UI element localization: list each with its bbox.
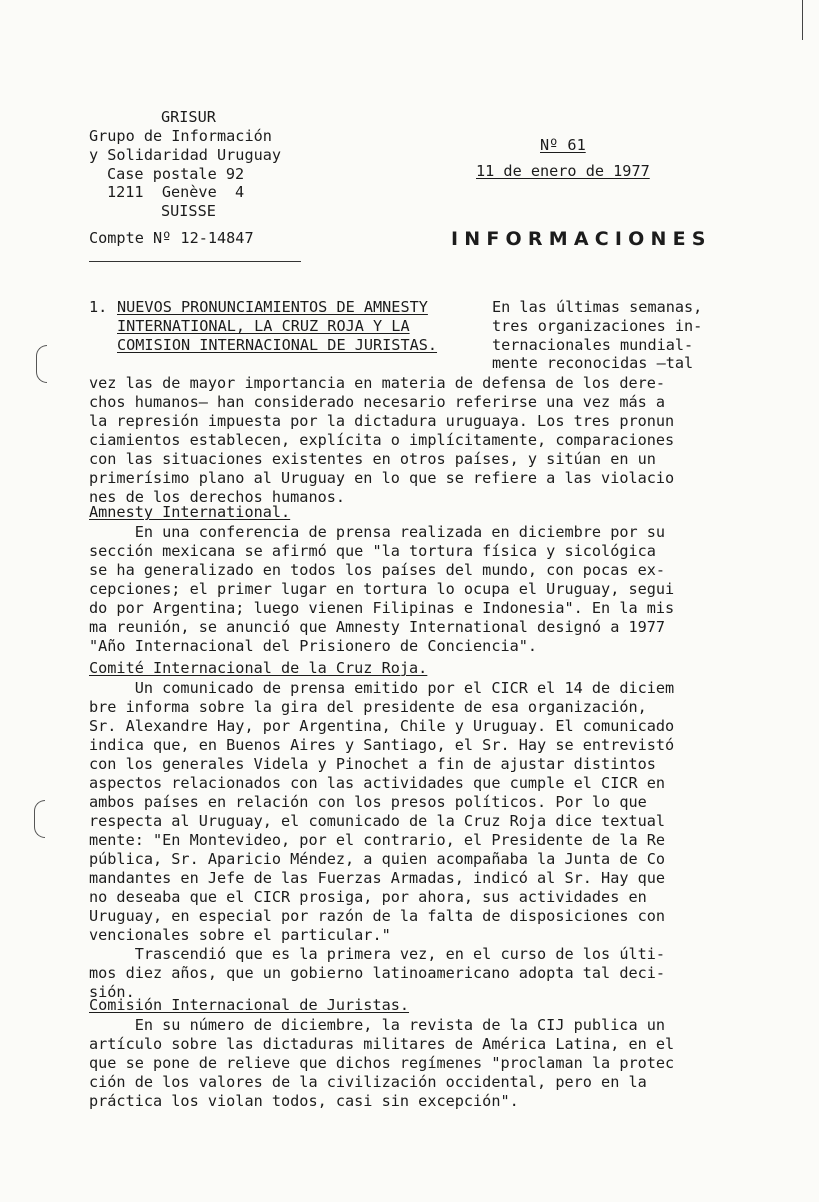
org-line: y Solidaridad Uruguay: [89, 146, 282, 164]
text-line: respecta al Uruguay, el comunicado de la Cruz Roja dice textual: [89, 812, 666, 830]
text-line: En una conferencia de prensa realizada en diciembre por su: [89, 523, 666, 541]
punch-hole-mark: [36, 345, 47, 383]
address-line: 1211 Genève 4: [107, 183, 245, 201]
org-line: Grupo de Información: [89, 127, 272, 145]
text-line: mos diez años, que un gobierno latinoamericano adopta tal deci-: [89, 964, 666, 982]
text-line: En su número de diciembre, la revista de la CIJ publica un: [89, 1016, 666, 1034]
section-heading-line: COMISION INTERNACIONAL DE JURISTAS.: [117, 336, 438, 354]
text-line: la represión impuesta por la dictadura uruguaya. Los tres pronun: [89, 412, 675, 430]
text-line: ma reunión, se anunció que Amnesty International designó a 1977: [89, 618, 666, 636]
text-line: Trascendió que es la primera vez, en el curso de los últi-: [89, 945, 666, 963]
text-line: Uruguay, en especial por razón de la falta de disposiciones con: [89, 907, 666, 925]
intro-side-line: mente reconocidas —tal: [492, 354, 694, 372]
subsection-heading-red-cross: Comité Internacional de la Cruz Roja.: [89, 659, 428, 677]
text-line: no deseaba que el CICR prosiga, por ahora, sus actividades en: [89, 888, 647, 906]
text-line: sección mexicana se afirmó que "la tortura física y sicológica: [89, 542, 656, 560]
bulletin-title: INFORMACIONES: [451, 228, 712, 250]
text-line: se ha generalizado en todos los países del mundo, con pocas ex-: [89, 561, 666, 579]
text-line: nes de los derechos humanos.: [89, 488, 346, 506]
text-line: artículo sobre las dictaduras militares de América Latina, en el: [89, 1035, 675, 1053]
text-line: chos humanos— han considerado necesario referirse una vez más a: [89, 393, 666, 411]
text-line: primerísimo plano al Uruguay en lo que se refiere a las violacio: [89, 469, 675, 487]
org-name: GRISUR: [161, 108, 216, 126]
page-edge-line: [802, 0, 803, 40]
header-divider: [89, 261, 301, 262]
text-line: aspectos relacionados con las actividades que cumple el CICR en: [89, 774, 666, 792]
address-country: SUISSE: [161, 202, 216, 220]
text-line: ambos países en relación con los presos políticos. Por lo que: [89, 793, 647, 811]
address-line: Case postale 92: [107, 165, 245, 183]
text-line: do por Argentina; luego vienen Filipinas e Indonesia". En la mis: [89, 599, 675, 617]
text-line: "Año Internacional del Prisionero de Conciencia".: [89, 637, 538, 655]
issue-date: 11 de enero de 1977: [476, 162, 650, 180]
text-line: vez las de mayor importancia en materia de defensa de los dere-: [89, 374, 666, 392]
section-heading-line: NUEVOS PRONUNCIAMIENTOS DE AMNESTY: [117, 298, 428, 316]
intro-side-line: ternacionales mundial-: [492, 336, 694, 354]
text-line: indica que, en Buenos Aires y Santiago, el Sr. Hay se entrevistó: [89, 736, 675, 754]
intro-side-line: tres organizaciones in-: [492, 317, 703, 335]
text-line: pública, Sr. Aparicio Méndez, a quien acompañaba la Junta de Co: [89, 850, 666, 868]
punch-hole-mark: [34, 800, 45, 838]
text-line: práctica los violan todos, casi sin excepción".: [89, 1092, 519, 1110]
text-line: Sr. Alexandre Hay, por Argentina, Chile y Uruguay. El comunicado: [89, 717, 675, 735]
text-line: cepciones; el primer lugar en tortura lo ocupa el Uruguay, segui: [89, 580, 675, 598]
text-line: ción de los valores de la civilización occidental, pero en la: [89, 1073, 647, 1091]
text-line: con las situaciones existentes en otros países, y sitúan en un: [89, 450, 656, 468]
text-line: Un comunicado de prensa emitido por el CICR el 14 de diciem: [89, 679, 675, 697]
text-line: con los generales Videla y Pinochet a fin de ajustar distintos: [89, 755, 656, 773]
text-line: que se pone de relieve que dichos regímenes "proclaman la protec: [89, 1054, 675, 1072]
text-line: ciamientos establecen, explícita o implícitamente, comparaciones: [89, 431, 675, 449]
subsection-heading-amnesty: Amnesty International.: [89, 503, 291, 521]
text-line: sión.: [89, 983, 135, 1001]
section-number: 1.: [89, 298, 108, 316]
account-number: Compte Nº 12-14847: [89, 229, 254, 247]
section-heading-line: INTERNATIONAL, LA CRUZ ROJA Y LA: [117, 317, 410, 335]
text-line: bre informa sobre la gira del presidente de esa organización,: [89, 698, 647, 716]
text-line: vencionales sobre el particular.": [89, 926, 391, 944]
subsection-heading-jurists: Comisión Internacional de Juristas.: [89, 996, 410, 1014]
text-line: mandantes en Jefe de las Fuerzas Armadas, indicó al Sr. Hay que: [89, 869, 666, 887]
issue-number: Nº 61: [540, 136, 586, 154]
text-line: mente: "En Montevideo, por el contrario, el Presidente de la Re: [89, 831, 666, 849]
intro-side-line: En las últimas semanas,: [492, 298, 703, 316]
